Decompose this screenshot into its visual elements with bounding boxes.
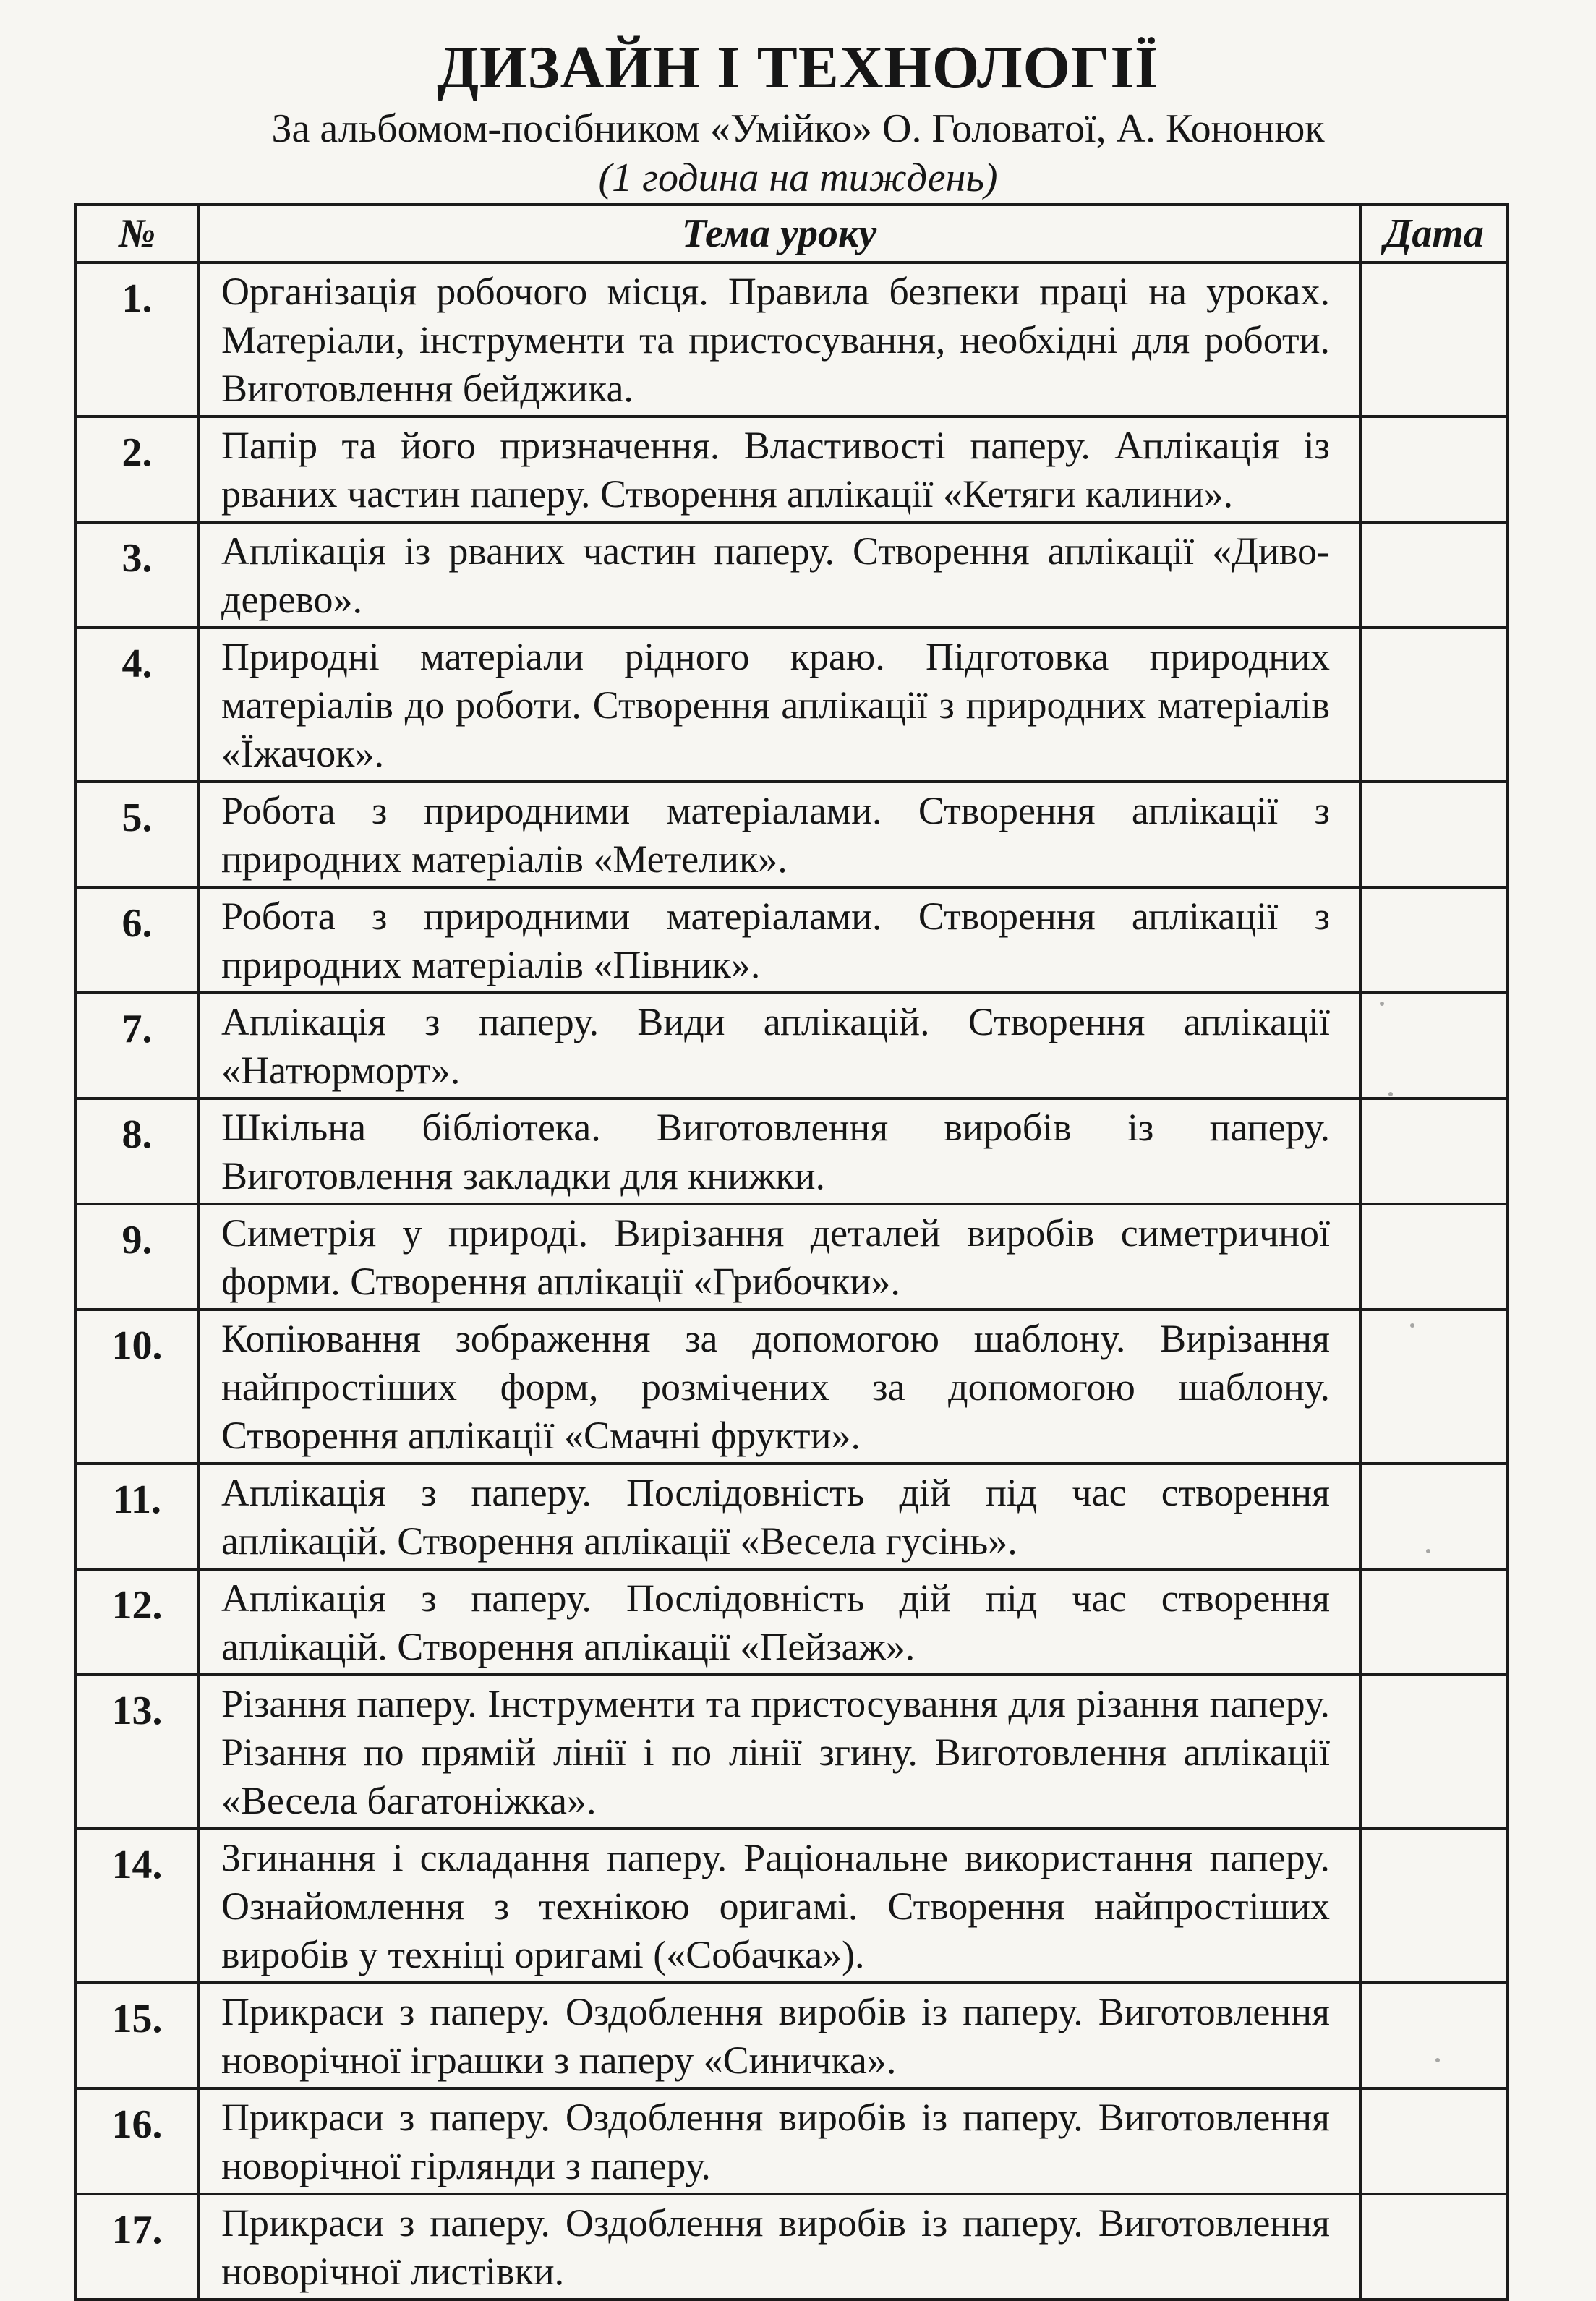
table-row — [76, 1983, 1508, 2088]
table-row — [76, 1829, 1508, 1983]
lesson-topic: Копіювання зображення за допомогою шаблону. Вирізання найпростіших форм, розмічених за допомогою шаблону. Створення аплікації «Смачні фрукти». — [198, 1310, 1360, 1464]
scan-speck — [1426, 1549, 1430, 1553]
lesson-number: 8. — [76, 1098, 198, 1204]
lesson-date — [1360, 1204, 1508, 1310]
lesson-date — [1360, 887, 1508, 993]
document-title: ДИЗАЙН І ТЕХНОЛОГІЇ — [437, 34, 1159, 101]
lesson-date — [1360, 262, 1508, 417]
table-row — [76, 1569, 1508, 1675]
document-subtitle: За альбомом-посібником «Умійко» О. Головатої, А. Кононюк — [271, 106, 1325, 151]
lesson-number: 17. — [76, 2194, 198, 2300]
table-row — [76, 2194, 1508, 2300]
lesson-topic: Папір та його призначення. Властивості паперу. Аплікація із рваних частин паперу. Створення аплікації «Кетяги калини». — [198, 417, 1360, 522]
lesson-topic: Організація робочого місця. Правила безпеки праці на уроках. Матеріали, інструменти та пристосування, необхідні для роботи. Виготовлення бейджика. — [198, 262, 1360, 417]
table-row — [76, 993, 1508, 1098]
lesson-date — [1360, 1098, 1508, 1204]
lesson-rows — [76, 262, 1508, 2300]
lesson-number: 6. — [76, 887, 198, 993]
lesson-number: 5. — [76, 782, 198, 887]
scan-speck — [1380, 1002, 1384, 1006]
table-row — [76, 1464, 1508, 1569]
lesson-number: 11. — [76, 1464, 198, 1569]
lesson-topic: Згинання і складання паперу. Раціональне використання паперу. Ознайомлення з технікою оригамі. Створення найпростіших виробів у техніці оригамі («Собачка»). — [198, 1829, 1360, 1983]
lesson-date — [1360, 1675, 1508, 1829]
scan-speck — [1410, 1323, 1414, 1328]
table-row — [76, 1204, 1508, 1310]
lesson-date — [1360, 628, 1508, 782]
lesson-topic: Прикраси з паперу. Оздоблення виробів із паперу. Виготовлення новорічної гірлянди з паперу. — [198, 2088, 1360, 2194]
lesson-number: 15. — [76, 1983, 198, 2088]
lesson-number: 10. — [76, 1310, 198, 1464]
lesson-number: 13. — [76, 1675, 198, 1829]
lesson-plan-table — [74, 203, 1509, 2301]
lesson-date — [1360, 1464, 1508, 1569]
lesson-topic: Робота з природними матеріалами. Створення аплікації з природних матеріалів «Півник». — [198, 887, 1360, 993]
lesson-date — [1360, 417, 1508, 522]
lesson-date — [1360, 522, 1508, 628]
lesson-topic: Симетрія у природі. Вирізання деталей виробів симетричної форми. Створення аплікації «Грибочки». — [198, 1204, 1360, 1310]
table-row — [76, 2088, 1508, 2194]
lesson-topic: Робота з природними матеріалами. Створення аплікації з природних матеріалів «Метелик». — [198, 782, 1360, 887]
scan-speck — [1435, 2058, 1440, 2062]
table-row — [76, 782, 1508, 887]
lesson-date — [1360, 1983, 1508, 2088]
lesson-number: 2. — [76, 417, 198, 522]
table-row — [76, 887, 1508, 993]
header-number: № — [76, 205, 198, 262]
lesson-topic: Аплікація з паперу. Послідовність дій під час створення аплікацій. Створення аплікації «Пейзаж». — [198, 1569, 1360, 1675]
lesson-number: 16. — [76, 2088, 198, 2194]
lesson-topic: Природні матеріали рідного краю. Підготовка природних матеріалів до роботи. Створення аплікації з природних матеріалів «Їжачок». — [198, 628, 1360, 782]
table-row — [76, 1098, 1508, 1204]
lesson-date — [1360, 2088, 1508, 2194]
lesson-topic: Аплікація із рваних частин паперу. Створення аплікації «Диво-дерево». — [198, 522, 1360, 628]
lesson-topic: Прикраси з паперу. Оздоблення виробів із паперу. Виготовлення новорічної листівки. — [198, 2194, 1360, 2300]
lesson-number: 12. — [76, 1569, 198, 1675]
hours-per-week-note: (1 година на тиждень) — [598, 155, 998, 200]
lesson-date — [1360, 1569, 1508, 1675]
table-row — [76, 1310, 1508, 1464]
table-row — [76, 1675, 1508, 1829]
lesson-number: 7. — [76, 993, 198, 1098]
lesson-number: 4. — [76, 628, 198, 782]
lesson-date — [1360, 993, 1508, 1098]
lesson-number: 3. — [76, 522, 198, 628]
lesson-number: 9. — [76, 1204, 198, 1310]
table-row — [76, 417, 1508, 522]
lesson-topic: Аплікація з паперу. Послідовність дій під час створення аплікацій. Створення аплікації «Весела гусінь». — [198, 1464, 1360, 1569]
table-row — [76, 522, 1508, 628]
header-date: Дата — [1360, 205, 1508, 262]
lesson-date — [1360, 782, 1508, 887]
lesson-date — [1360, 1310, 1508, 1464]
lesson-date — [1360, 2194, 1508, 2300]
table-row — [76, 628, 1508, 782]
header-topic: Тема уроку — [198, 205, 1360, 262]
lesson-date — [1360, 1829, 1508, 1983]
table-row — [76, 262, 1508, 417]
lesson-topic: Прикраси з паперу. Оздоблення виробів із паперу. Виготовлення новорічної іграшки з паперу «Синичка». — [198, 1983, 1360, 2088]
lesson-number: 14. — [76, 1829, 198, 1983]
table-header-row — [76, 205, 1508, 262]
lesson-number: 1. — [76, 262, 198, 417]
lesson-topic: Різання паперу. Інструменти та пристосування для різання паперу. Різання по прямій лінії і по лінії згину. Виготовлення аплікації «Весела багатоніжка». — [198, 1675, 1360, 1829]
lesson-topic: Аплікація з паперу. Види аплікацій. Створення аплікації «Натюрморт». — [198, 993, 1360, 1098]
scan-speck — [1388, 1092, 1393, 1096]
lesson-topic: Шкільна бібліотека. Виготовлення виробів із паперу. Виготовлення закладки для книжки. — [198, 1098, 1360, 1204]
